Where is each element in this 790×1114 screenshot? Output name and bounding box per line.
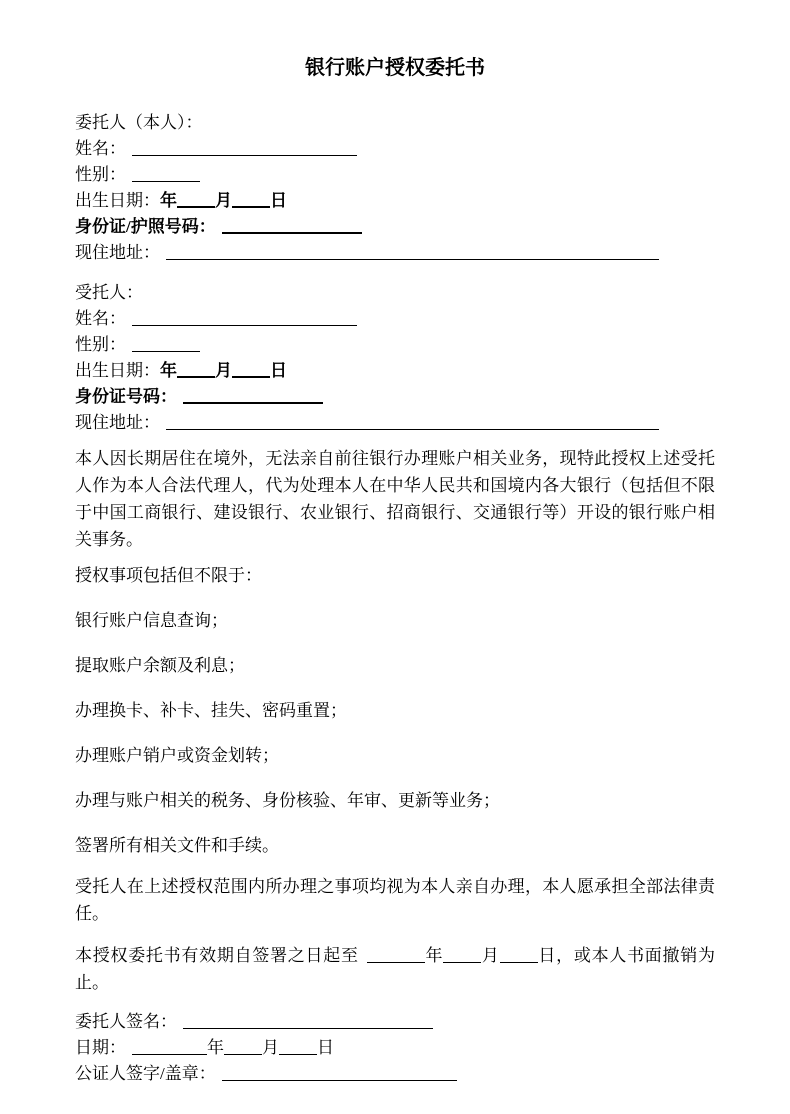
scope-item-5: 办理与账户相关的税务、身份核验、年审、更新等业务； [75, 791, 500, 810]
agent-address-blank-line [166, 429, 659, 430]
agent-name-row [75, 306, 715, 332]
principal-name-blank-line [132, 155, 357, 156]
principal-name-row [75, 136, 715, 162]
notary-blank-line [222, 1080, 457, 1081]
principal-address-row [75, 240, 715, 266]
agent-birth-month-label: 月 [215, 361, 232, 380]
validity-month-label: 月 [481, 946, 500, 965]
agent-section [75, 280, 715, 436]
agent-birthdate-row [75, 358, 715, 384]
principal-birth-day-label: 日 [270, 191, 287, 210]
agent-gender-blank-line [132, 351, 200, 352]
principal-id-row [75, 214, 715, 240]
validity-paragraph [75, 942, 715, 996]
signer-label: 委托人签名： [75, 1012, 177, 1031]
agent-heading-label: 受托人： [75, 283, 143, 302]
signer-row [75, 1009, 715, 1035]
principal-birth-month-label: 月 [215, 191, 232, 210]
principal-gender-blank-line [132, 181, 200, 182]
scope-item-3: 办理换卡、补卡、挂失、密码重置； [75, 701, 347, 720]
liability-paragraph: 受托人在上述授权范围内所办理之事项均视为本人亲自办理，本人愿承担全部法律责任。 [75, 877, 715, 923]
signature-section [75, 1009, 715, 1087]
principal-address-blank-line [166, 259, 659, 260]
validity-suffix: ，或本人书面撤销为止。 [75, 946, 716, 992]
principal-heading-label: 委托人（本人）： [75, 113, 203, 132]
scope-item-4: 办理账户销户或资金划转； [75, 746, 279, 765]
principal-birth-year-blank-line [177, 206, 215, 208]
agent-heading [75, 280, 715, 306]
principal-birthdate-row [75, 188, 715, 214]
agent-id-blank-line [183, 402, 323, 404]
validity-month-blank-line [443, 962, 481, 963]
notary-label: 公证人签字/盖章： [75, 1064, 216, 1083]
validity-year-blank-line [367, 962, 425, 963]
authorization-paragraph: 本人因长期居住在境外，无法亲自前往银行办理账户相关业务，现特此授权上述受托人作为本人合法代理人，代为处理本人在中华人民共和国境内各大银行（包括但不限于中国工商银行、建设银行、农业银行、招商银行、交通银行等）开设的银行账户相关事务。 [75, 449, 715, 549]
scope-item-2: 提取账户余额及利息； [75, 656, 245, 675]
signature-date-month-label: 月 [262, 1038, 279, 1057]
signature-date-month-blank-line [224, 1054, 262, 1055]
signature-date-day-label: 日 [317, 1038, 334, 1057]
signer-blank-line [183, 1028, 433, 1029]
agent-birth-day-label: 日 [270, 361, 287, 380]
signature-date-year-label: 年 [207, 1038, 224, 1057]
agent-birth-year-blank-line [177, 376, 215, 378]
validity-day-blank-line [500, 962, 538, 963]
notary-row [75, 1061, 715, 1087]
principal-id-blank-line [222, 232, 362, 234]
signature-date-year-blank-line [132, 1054, 207, 1055]
scope-item-6: 签署所有相关文件和手续。 [75, 836, 279, 855]
validity-day-label: 日 [537, 946, 557, 965]
signature-date-day-blank-line [279, 1054, 317, 1055]
principal-section [75, 110, 715, 266]
agent-address-label: 现住地址： [75, 413, 160, 432]
principal-heading [75, 110, 715, 136]
agent-name-label: 姓名： [75, 309, 126, 328]
validity-prefix: 本授权委托书有效期自签署之日起至 [75, 946, 359, 965]
agent-address-row [75, 410, 715, 436]
agent-gender-label: 性别： [75, 335, 126, 354]
agent-birth-year-label: 年 [160, 361, 177, 380]
signature-date-row [75, 1035, 715, 1061]
principal-name-label: 姓名： [75, 139, 126, 158]
scope-item-1: 银行账户信息查询； [75, 611, 228, 630]
principal-id-label: 身份证/护照号码： [75, 217, 216, 236]
signature-date-label: 日期： [75, 1038, 126, 1057]
principal-birth-year-label: 年 [160, 191, 177, 210]
agent-birth-month-blank-line [232, 376, 270, 378]
agent-id-label: 身份证号码： [75, 387, 177, 406]
scope-heading: 授权事项包括但不限于： [75, 566, 262, 585]
principal-gender-row [75, 162, 715, 188]
principal-birthdate-label: 出生日期： [75, 191, 160, 210]
agent-birthdate-label: 出生日期： [75, 361, 160, 380]
principal-gender-label: 性别： [75, 165, 126, 184]
agent-id-row [75, 384, 715, 410]
validity-year-label: 年 [424, 946, 444, 965]
agent-name-blank-line [132, 325, 357, 326]
document-title: 银行账户授权委托书 [305, 57, 485, 79]
agent-gender-row [75, 332, 715, 358]
principal-address-label: 现住地址： [75, 243, 160, 262]
principal-birth-month-blank-line [232, 206, 270, 208]
